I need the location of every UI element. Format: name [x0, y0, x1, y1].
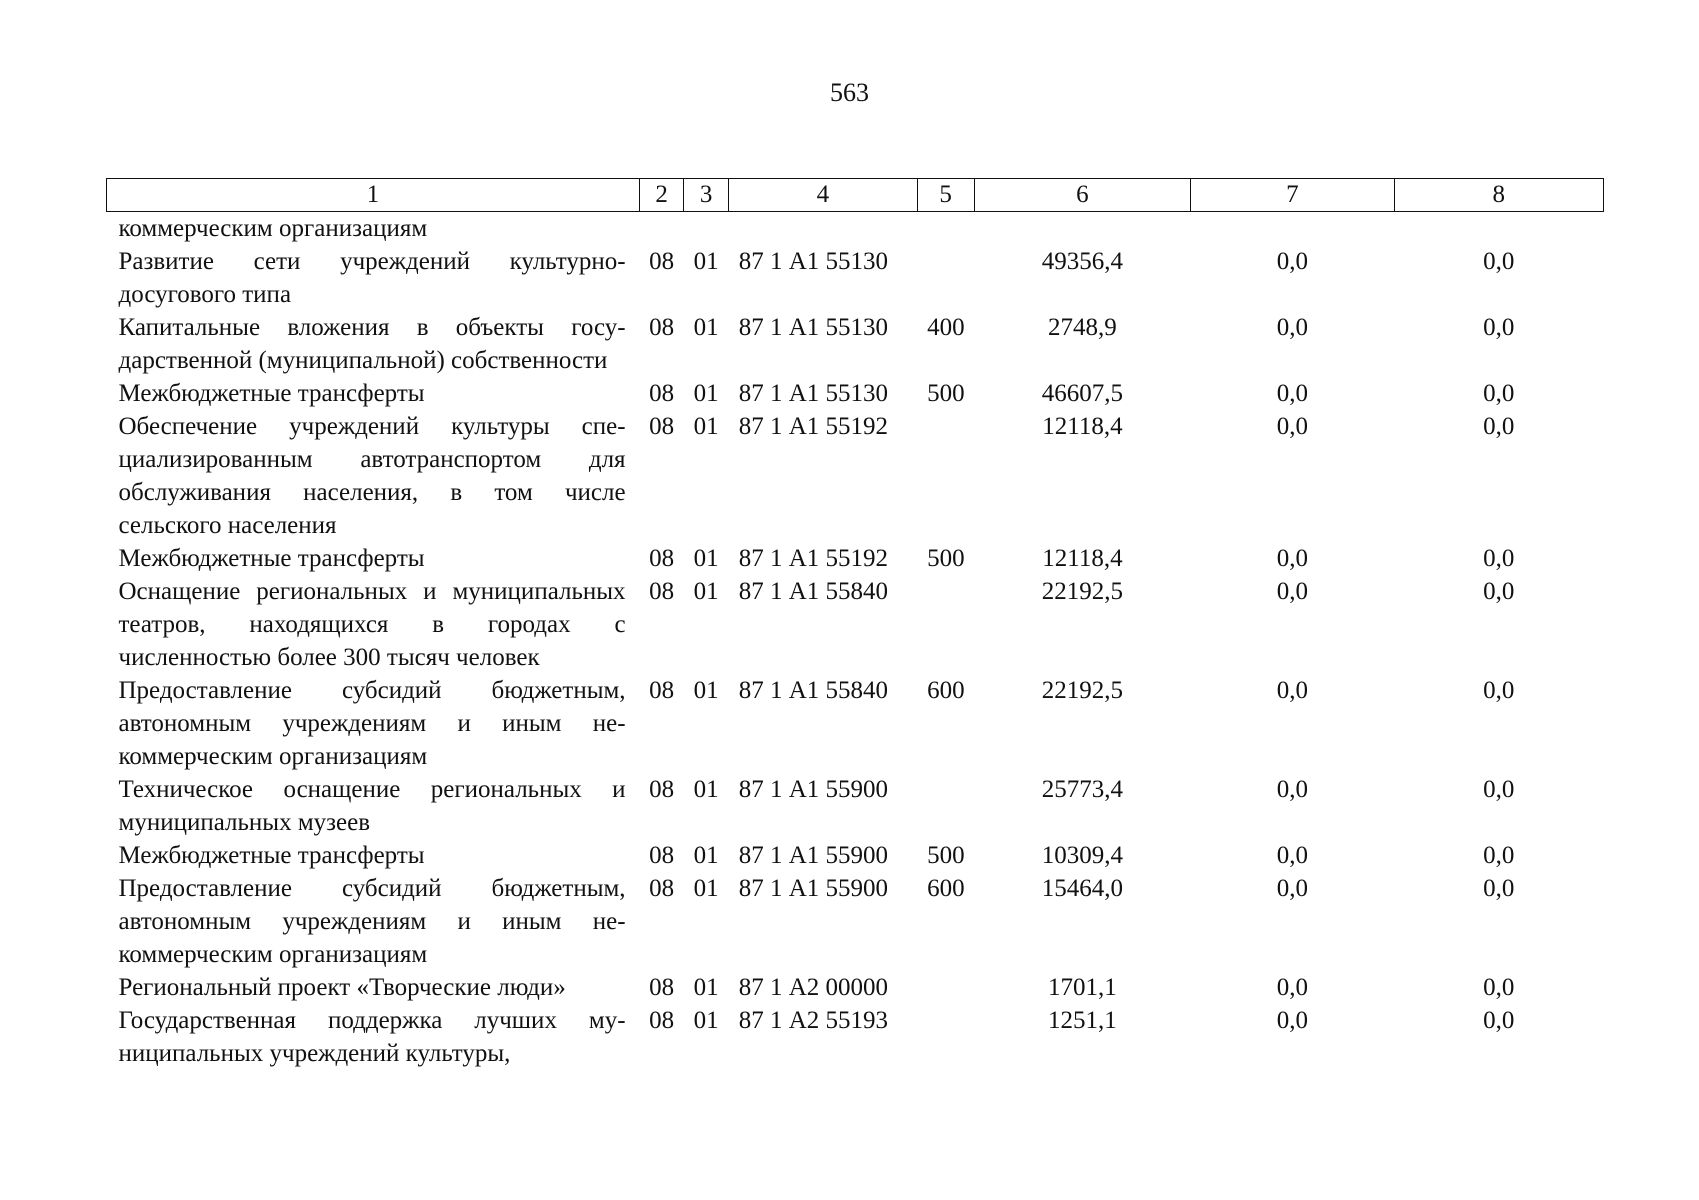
subsection-code: 01	[693, 677, 719, 704]
amount-col-6	[974, 212, 1190, 246]
amount-col-7: 0,0	[1276, 677, 1308, 704]
section-code: 08	[649, 974, 675, 1001]
table-row	[107, 674, 1604, 773]
row-name: Межбюджетные трансферты	[118, 380, 425, 407]
subsection-code: 01	[693, 545, 719, 572]
header-col-6: 6	[974, 179, 1190, 212]
expense-type-code	[917, 971, 974, 1004]
subsection-code: 01	[693, 413, 719, 440]
amount-col-8: 0,0	[1483, 875, 1515, 902]
budget-table-container	[106, 178, 1604, 1070]
expense-type-code: 500	[927, 380, 965, 407]
row-name: Государственная поддержка лучших муниципальных учреждений культуры,	[118, 1007, 626, 1067]
amount-col-8: 0,0	[1483, 677, 1515, 704]
row-name: Предоставление субсидий бюджетным, автономным учреждениям и иным некоммерческим организациям	[118, 677, 626, 770]
amount-col-8: 0,0	[1483, 380, 1515, 407]
expense-type-code: 600	[927, 677, 965, 704]
row-name: Развитие сети учреждений культурно-досугового типа	[118, 248, 626, 308]
header-col-8: 8	[1394, 179, 1603, 212]
amount-col-6: 1701,1	[1048, 974, 1117, 1001]
amount-col-6: 22192,5	[1041, 677, 1124, 704]
row-name: Региональный проект «Творческие люди»	[118, 974, 566, 1001]
amount-col-8: 0,0	[1483, 1007, 1515, 1034]
section-code: 08	[649, 248, 675, 275]
expense-type-code	[917, 575, 974, 674]
amount-col-7: 0,0	[1276, 248, 1308, 275]
table-row	[107, 773, 1604, 839]
expense-type-code	[917, 212, 974, 246]
amount-col-7: 0,0	[1276, 1007, 1308, 1034]
section-code: 08	[649, 875, 675, 902]
table-row	[107, 245, 1604, 311]
amount-col-8: 0,0	[1483, 248, 1515, 275]
row-name: Оснащение региональных и муниципальных театров, находящихся в городах с численностью более 300 тысяч человек	[118, 578, 626, 671]
amount-col-8: 0,0	[1483, 974, 1515, 1001]
amount-col-6: 49356,4	[1041, 248, 1124, 275]
target-article-code: 87 1 А1 55130	[738, 380, 889, 407]
expense-type-code: 500	[927, 545, 965, 572]
subsection-code	[684, 212, 729, 246]
target-article-code	[729, 212, 917, 246]
subsection-code: 01	[693, 1007, 719, 1034]
header-col-7: 7	[1191, 179, 1394, 212]
target-article-code: 87 1 А2 55193	[738, 1007, 889, 1034]
target-article-code: 87 1 А1 55840	[738, 677, 889, 704]
budget-table	[106, 178, 1604, 1070]
amount-col-7: 0,0	[1276, 413, 1308, 440]
table-row	[107, 971, 1604, 1004]
table-row	[107, 839, 1604, 872]
amount-col-7: 0,0	[1276, 974, 1308, 1001]
subsection-code: 01	[693, 842, 719, 869]
row-name: Обеспечение учреждений культуры специализированным автотранспортом для обслуживания населения, в том числе сельского населения	[118, 413, 626, 539]
expense-type-code: 600	[927, 875, 965, 902]
amount-col-7: 0,0	[1276, 314, 1308, 341]
target-article-code: 87 1 А1 55130	[738, 248, 889, 275]
section-code: 08	[649, 380, 675, 407]
table-row	[107, 377, 1604, 410]
subsection-code: 01	[693, 578, 719, 605]
amount-col-8: 0,0	[1483, 413, 1515, 440]
target-article-code: 87 1 А1 55192	[738, 413, 889, 440]
subsection-code: 01	[693, 776, 719, 803]
header-row	[107, 179, 1604, 212]
header-col-1: 1	[107, 179, 640, 212]
header-col-4: 4	[729, 179, 917, 212]
row-name: Межбюджетные трансферты	[118, 545, 425, 572]
table-row	[107, 1004, 1604, 1070]
header-col-3: 3	[684, 179, 729, 212]
expense-type-code	[917, 245, 974, 311]
header-col-5: 5	[917, 179, 974, 212]
table-row	[107, 212, 1604, 246]
row-name: Капитальные вложения в объекты государственной (муниципальной) собственности	[118, 314, 626, 374]
section-code: 08	[649, 677, 675, 704]
table-row	[107, 410, 1604, 542]
amount-col-7: 0,0	[1276, 545, 1308, 572]
expense-type-code	[917, 410, 974, 542]
section-code: 08	[649, 842, 675, 869]
expense-type-code	[917, 1004, 974, 1070]
table-body	[107, 212, 1604, 1071]
target-article-code: 87 1 А1 55130	[738, 314, 889, 341]
table-header	[107, 179, 1604, 212]
section-code: 08	[649, 314, 675, 341]
expense-type-code: 400	[927, 314, 965, 341]
target-article-code: 87 1 А1 55900	[738, 875, 889, 902]
section-code: 08	[649, 776, 675, 803]
subsection-code: 01	[693, 380, 719, 407]
target-article-code: 87 1 А1 55900	[738, 776, 889, 803]
amount-col-7: 0,0	[1276, 842, 1308, 869]
amount-col-8: 0,0	[1483, 842, 1515, 869]
section-code: 08	[649, 413, 675, 440]
table-row	[107, 542, 1604, 575]
row-name: Межбюджетные трансферты	[118, 842, 425, 869]
target-article-code: 87 1 А1 55192	[738, 545, 889, 572]
table-row	[107, 872, 1604, 971]
amount-col-7: 0,0	[1276, 776, 1308, 803]
amount-col-6: 1251,1	[1048, 1007, 1117, 1034]
row-name: коммерческим организациям	[118, 215, 428, 242]
subsection-code: 01	[693, 875, 719, 902]
amount-col-8: 0,0	[1483, 578, 1515, 605]
section-code: 08	[649, 545, 675, 572]
amount-col-7: 0,0	[1276, 875, 1308, 902]
amount-col-6: 46607,5	[1041, 380, 1124, 407]
amount-col-6: 15464,0	[1041, 875, 1124, 902]
target-article-code: 87 1 А2 00000	[738, 974, 889, 1001]
amount-col-7	[1191, 212, 1394, 246]
section-code: 08	[649, 1007, 675, 1034]
amount-col-7: 0,0	[1276, 380, 1308, 407]
amount-col-6: 12118,4	[1042, 413, 1123, 440]
amount-col-6: 25773,4	[1041, 776, 1124, 803]
amount-col-6: 10309,4	[1041, 842, 1124, 869]
target-article-code: 87 1 А1 55840	[738, 578, 889, 605]
subsection-code: 01	[693, 314, 719, 341]
row-name: Техническое оснащение региональных и муниципальных музеев	[118, 776, 626, 836]
header-col-2: 2	[640, 179, 684, 212]
amount-col-8	[1394, 212, 1603, 246]
table-row	[107, 575, 1604, 674]
expense-type-code	[917, 773, 974, 839]
amount-col-6: 22192,5	[1041, 578, 1124, 605]
amount-col-7: 0,0	[1276, 578, 1308, 605]
table-row	[107, 311, 1604, 377]
amount-col-6: 12118,4	[1042, 545, 1123, 572]
section-code	[640, 212, 684, 246]
page-number: 563	[830, 78, 869, 107]
target-article-code: 87 1 А1 55900	[738, 842, 889, 869]
subsection-code: 01	[693, 248, 719, 275]
subsection-code: 01	[693, 974, 719, 1001]
amount-col-6: 2748,9	[1048, 314, 1117, 341]
amount-col-8: 0,0	[1483, 545, 1515, 572]
row-name: Предоставление субсидий бюджетным, автономным учреждениям и иным некоммерческим организациям	[118, 875, 626, 968]
expense-type-code: 500	[927, 842, 965, 869]
amount-col-8: 0,0	[1483, 314, 1515, 341]
amount-col-8: 0,0	[1483, 776, 1515, 803]
section-code: 08	[649, 578, 675, 605]
